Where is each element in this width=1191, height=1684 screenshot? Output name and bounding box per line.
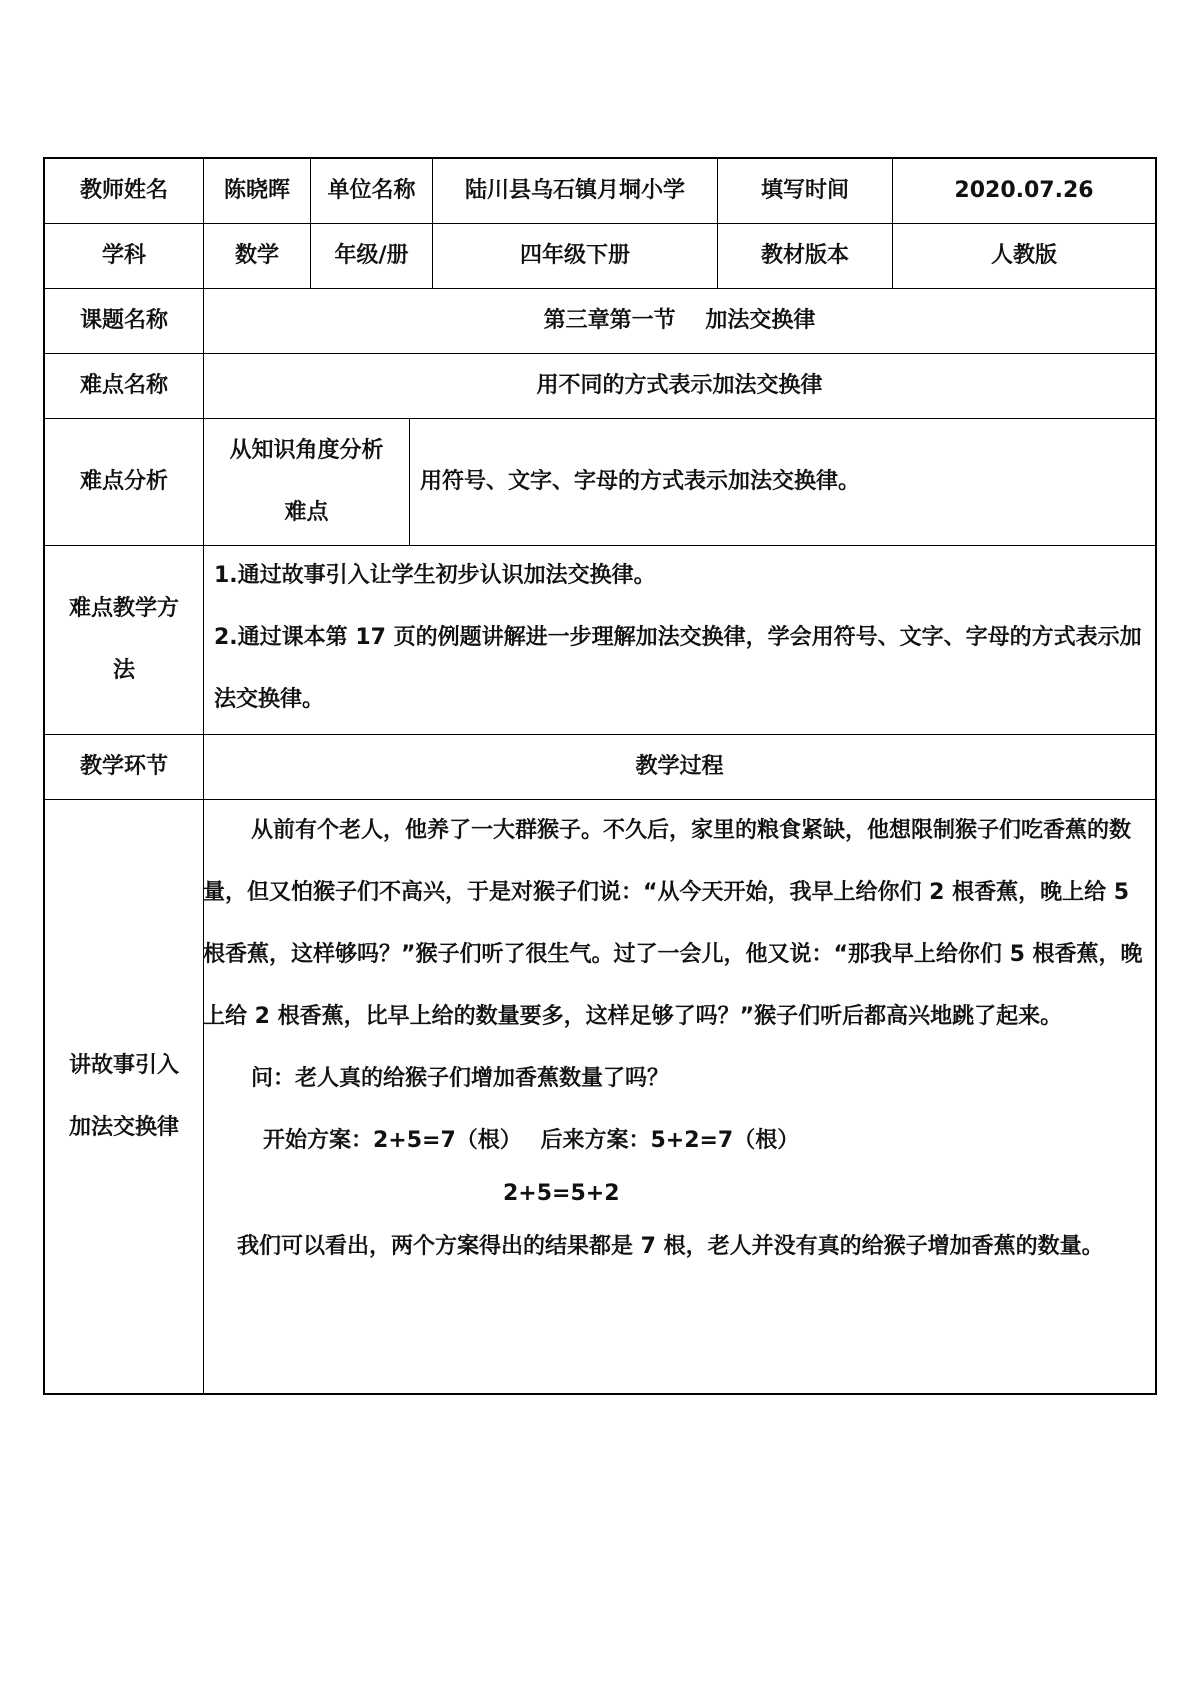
edition-label: 教材版本 <box>717 223 893 289</box>
story-conclusion: 我们可以看出，两个方案得出的结果都是 7 根，老人并没有真的给猴子增加香蕉的数量。 <box>237 1234 1104 1259</box>
analysis-sublabel-line1: 从知识角度分析 <box>229 438 384 463</box>
unit-name-value: 陆川县乌石镇月垌小学 <box>432 157 718 224</box>
analysis-label: 难点分析 <box>43 418 204 546</box>
story-paragraph: 从前有个老人，他养了一大群猴子。不久后，家里的粮食紧缺，他想限制猴子们吃香蕉的数量，但又怕猴子们不高兴，于是对猴子们说：“从今天开始，我早上给你们 2 根香蕉，晚上给 5 根香蕉，这样够吗？”猴子们听了很生气。过了一会儿，他又说：“那我早上给你们 5 根香蕉，晚上给 2 根香蕉，比早上给的数量要多，这样足够了吗？”猴子们听后都高兴地跳了起来。 <box>203 818 1143 1029</box>
method-item-1: 1.通过故事引入让学生初步认识加法交换律。 <box>214 563 656 588</box>
topic-label: 课题名称 <box>43 288 204 354</box>
analysis-value: 用符号、文字、字母的方式表示加法交换律。 <box>409 418 1157 546</box>
subject-value: 数学 <box>203 223 311 289</box>
story-question: 问：老人真的给猴子们增加香蕉数量了吗？ <box>251 1066 670 1091</box>
analysis-sublabel-line2: 难点 <box>284 500 329 525</box>
story-label-line1: 讲故事引入 <box>68 1052 179 1078</box>
method-label-line2: 法 <box>112 658 135 683</box>
edition-value: 人教版 <box>892 223 1157 289</box>
stage-header: 教学环节 <box>43 734 204 800</box>
grade-value: 四年级下册 <box>432 223 718 289</box>
difficulty-label: 难点名称 <box>43 353 204 419</box>
story-content <box>203 800 1143 1278</box>
story-label <box>43 799 204 1395</box>
method-text <box>214 545 1144 731</box>
unit-name-label: 单位名称 <box>310 157 433 224</box>
fill-date-label: 填写时间 <box>717 157 893 224</box>
difficulty-value: 用不同的方式表示加法交换律 <box>203 353 1157 419</box>
topic-value: 第三章第一节 加法交换律 <box>203 288 1157 354</box>
fill-date-value: 2020.07.26 <box>892 157 1157 224</box>
process-header: 教学过程 <box>203 734 1157 800</box>
story-label-line2: 加法交换律 <box>68 1114 179 1140</box>
teacher-name-label: 教师姓名 <box>43 157 204 224</box>
method-item-2: 2.通过课本第 17 页的例题讲解进一步理解加法交换律，学会用符号、文字、字母的方式表示加法交换律。 <box>214 625 1142 712</box>
story-equation: 2+5=5+2 <box>503 1181 620 1206</box>
teacher-name-value: 陈晓晖 <box>203 157 311 224</box>
method-label <box>43 545 204 735</box>
story-plans: 开始方案：2+5=7（根） 后来方案：5+2=7（根） <box>263 1128 800 1153</box>
subject-label: 学科 <box>43 223 204 289</box>
method-label-line1: 难点教学方 <box>68 596 179 621</box>
analysis-sublabel <box>203 418 410 546</box>
grade-label: 年级/册 <box>310 223 433 289</box>
